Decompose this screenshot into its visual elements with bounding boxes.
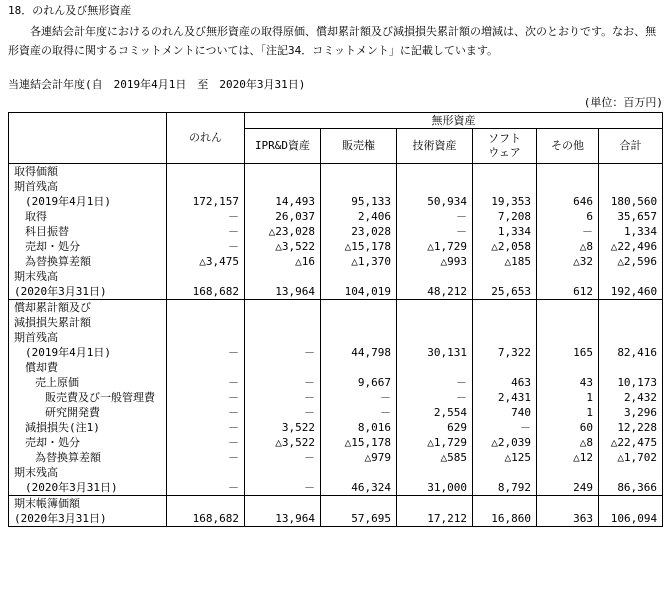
cell-value: 8,016 xyxy=(321,420,397,435)
cell-value: 13,964 xyxy=(245,511,321,527)
cell-value: 168,682 xyxy=(167,284,245,300)
cell-value xyxy=(245,360,321,375)
cell-value: － xyxy=(167,345,245,360)
cell-value xyxy=(599,164,663,180)
cell-value xyxy=(167,300,245,316)
cell-value: 740 xyxy=(473,405,537,420)
cell-value xyxy=(397,179,473,194)
cell-value xyxy=(473,300,537,316)
cell-value: 8,792 xyxy=(473,480,537,496)
row-label: 取得 xyxy=(9,209,167,224)
cell-value: － xyxy=(321,405,397,420)
row-label: 期首残高 xyxy=(9,179,167,194)
cell-value xyxy=(397,496,473,512)
cell-value: △8 xyxy=(537,239,599,254)
row-label: 償却累計額及び xyxy=(9,300,167,316)
cell-value: 57,695 xyxy=(321,511,397,527)
cell-value xyxy=(321,360,397,375)
cell-value xyxy=(167,164,245,180)
cell-value: － xyxy=(167,420,245,435)
table-row xyxy=(9,315,663,330)
cell-value: △3,475 xyxy=(167,254,245,269)
cell-value xyxy=(245,300,321,316)
cell-value xyxy=(537,315,599,330)
cell-value: 86,366 xyxy=(599,480,663,496)
cell-value: 646 xyxy=(537,194,599,209)
cell-value: 9,667 xyxy=(321,375,397,390)
cell-value xyxy=(397,360,473,375)
cell-value xyxy=(321,315,397,330)
cell-value: 2,432 xyxy=(599,390,663,405)
cell-value: － xyxy=(245,480,321,496)
table-row xyxy=(9,179,663,194)
cell-value: 2,554 xyxy=(397,405,473,420)
cell-value: △1,702 xyxy=(599,450,663,465)
cell-value: 31,000 xyxy=(397,480,473,496)
cell-value: △2,058 xyxy=(473,239,537,254)
cell-value: － xyxy=(397,224,473,239)
cell-value: － xyxy=(245,375,321,390)
table-row xyxy=(9,269,663,284)
cell-value: 172,157 xyxy=(167,194,245,209)
header-sales-rights: 販売権 xyxy=(321,129,397,164)
cell-value xyxy=(473,179,537,194)
cell-value xyxy=(321,300,397,316)
header-software: ソフト ウェア xyxy=(473,129,537,164)
cell-value xyxy=(245,330,321,345)
cell-value: △22,496 xyxy=(599,239,663,254)
cell-value xyxy=(599,300,663,316)
cell-value: △1,729 xyxy=(397,435,473,450)
cell-value: 168,682 xyxy=(167,511,245,527)
cell-value xyxy=(167,269,245,284)
cell-value: 106,094 xyxy=(599,511,663,527)
table-row xyxy=(9,194,663,209)
header-intangible-group: 無形資産 xyxy=(245,113,663,129)
cell-value: － xyxy=(167,209,245,224)
cell-value xyxy=(537,496,599,512)
cell-value xyxy=(473,496,537,512)
cell-value: 1 xyxy=(537,405,599,420)
table-row xyxy=(9,465,663,480)
row-label: (2020年3月31日) xyxy=(9,511,167,527)
cell-value xyxy=(537,164,599,180)
table-row xyxy=(9,496,663,512)
table-row xyxy=(9,450,663,465)
cell-value: 363 xyxy=(537,511,599,527)
cell-value: 25,653 xyxy=(473,284,537,300)
cell-value: － xyxy=(167,435,245,450)
cell-value: 35,657 xyxy=(599,209,663,224)
cell-value: 10,173 xyxy=(599,375,663,390)
cell-value: － xyxy=(245,405,321,420)
cell-value: 44,798 xyxy=(321,345,397,360)
cell-value xyxy=(321,465,397,480)
cell-value xyxy=(599,315,663,330)
cell-value: 23,028 xyxy=(321,224,397,239)
row-label: 科目振替 xyxy=(9,224,167,239)
cell-value xyxy=(167,330,245,345)
cell-value xyxy=(397,315,473,330)
cell-value xyxy=(397,269,473,284)
cell-value xyxy=(537,300,599,316)
cell-value xyxy=(397,300,473,316)
cell-value xyxy=(473,164,537,180)
cell-value xyxy=(473,360,537,375)
row-label: (2019年4月1日) xyxy=(9,194,167,209)
cell-value: － xyxy=(245,450,321,465)
row-label: 取得価額 xyxy=(9,164,167,180)
cell-value xyxy=(167,360,245,375)
cell-value: △23,028 xyxy=(245,224,321,239)
cell-value: － xyxy=(167,239,245,254)
cell-value xyxy=(167,315,245,330)
header-total: 合計 xyxy=(599,129,663,164)
cell-value: △15,178 xyxy=(321,435,397,450)
cell-value: 43 xyxy=(537,375,599,390)
table-row xyxy=(9,330,663,345)
table-row xyxy=(9,511,663,527)
cell-value: △22,475 xyxy=(599,435,663,450)
table-row xyxy=(9,480,663,496)
cell-value: △979 xyxy=(321,450,397,465)
intro-paragraph: 各連結会計年度におけるのれん及び無形資産の取得原価、償却累計額及び減損損失累計額の増減は、次のとおりです。なお、無形資産の取得に関するコミットメントについては、「注記34．コミットメント」に記載しています。 xyxy=(8,25,657,57)
row-label: (2020年3月31日) xyxy=(9,480,167,496)
cell-value xyxy=(537,269,599,284)
cell-value xyxy=(537,330,599,345)
cell-value xyxy=(537,465,599,480)
cell-value: △16 xyxy=(245,254,321,269)
cell-value: － xyxy=(167,480,245,496)
cell-value: － xyxy=(537,224,599,239)
table-row xyxy=(9,435,663,450)
cell-value xyxy=(599,496,663,512)
period-label: 当連結会計年度(自 2019年4月1日 至 2020年3月31日) xyxy=(8,78,306,91)
cell-value xyxy=(473,330,537,345)
cell-value xyxy=(599,269,663,284)
cell-value: △2,039 xyxy=(473,435,537,450)
cell-value: － xyxy=(245,390,321,405)
cell-value xyxy=(321,330,397,345)
header-technology-assets: 技術資産 xyxy=(397,129,473,164)
table-row xyxy=(9,390,663,405)
table-row xyxy=(9,360,663,375)
table-row xyxy=(9,164,663,180)
cell-value: 1,334 xyxy=(473,224,537,239)
cell-value xyxy=(397,330,473,345)
cell-value xyxy=(473,315,537,330)
cell-value: － xyxy=(167,450,245,465)
cell-value: △15,178 xyxy=(321,239,397,254)
row-label: 期末残高 xyxy=(9,465,167,480)
cell-value: △12 xyxy=(537,450,599,465)
cell-value: △8 xyxy=(537,435,599,450)
row-label: 減損損失(注1) xyxy=(9,420,167,435)
cell-value: 14,493 xyxy=(245,194,321,209)
table-row xyxy=(9,254,663,269)
cell-value xyxy=(473,465,537,480)
row-label: 売上原価 xyxy=(9,375,167,390)
cell-value xyxy=(167,496,245,512)
cell-value: － xyxy=(245,345,321,360)
cell-value: 16,860 xyxy=(473,511,537,527)
section-heading: 18．のれん及び無形資産 xyxy=(8,4,132,17)
cell-value: 6 xyxy=(537,209,599,224)
cell-value xyxy=(397,465,473,480)
table-row xyxy=(9,209,663,224)
cell-value: 3,522 xyxy=(245,420,321,435)
row-label: 期末残高 xyxy=(9,269,167,284)
cell-value: 19,353 xyxy=(473,194,537,209)
cell-value: △585 xyxy=(397,450,473,465)
cell-value: 50,934 xyxy=(397,194,473,209)
cell-value: 26,037 xyxy=(245,209,321,224)
header-other: その他 xyxy=(537,129,599,164)
row-label: 研究開発費 xyxy=(9,405,167,420)
cell-value: － xyxy=(397,390,473,405)
row-label: 減損損失累計額 xyxy=(9,315,167,330)
cell-value: － xyxy=(397,209,473,224)
table-row xyxy=(9,405,663,420)
table-row xyxy=(9,239,663,254)
cell-value: 629 xyxy=(397,420,473,435)
cell-value: － xyxy=(167,375,245,390)
cell-value xyxy=(537,360,599,375)
row-label: 期末帳簿価額 xyxy=(9,496,167,512)
cell-value xyxy=(245,315,321,330)
cell-value: 17,212 xyxy=(397,511,473,527)
cell-value xyxy=(245,164,321,180)
cell-value xyxy=(245,496,321,512)
table-row xyxy=(9,375,663,390)
cell-value: 2,431 xyxy=(473,390,537,405)
cell-value: 30,131 xyxy=(397,345,473,360)
cell-value xyxy=(599,360,663,375)
row-label: 償却費 xyxy=(9,360,167,375)
header-blank xyxy=(9,113,167,164)
goodwill-intangibles-table xyxy=(8,112,663,527)
cell-value xyxy=(167,179,245,194)
cell-value: － xyxy=(167,224,245,239)
table-row xyxy=(9,300,663,316)
cell-value xyxy=(321,496,397,512)
header-goodwill: のれん xyxy=(167,113,245,164)
cell-value xyxy=(473,269,537,284)
cell-value: 192,460 xyxy=(599,284,663,300)
table-row xyxy=(9,284,663,300)
cell-value xyxy=(599,465,663,480)
cell-value: △3,522 xyxy=(245,239,321,254)
cell-value: 2,406 xyxy=(321,209,397,224)
cell-value: － xyxy=(397,375,473,390)
row-label: 為替換算差額 xyxy=(9,254,167,269)
cell-value: △993 xyxy=(397,254,473,269)
cell-value xyxy=(167,465,245,480)
cell-value: － xyxy=(167,390,245,405)
cell-value: 3,296 xyxy=(599,405,663,420)
cell-value xyxy=(599,330,663,345)
cell-value: 60 xyxy=(537,420,599,435)
cell-value: △185 xyxy=(473,254,537,269)
cell-value: － xyxy=(321,390,397,405)
cell-value: △3,522 xyxy=(245,435,321,450)
cell-value: 95,133 xyxy=(321,194,397,209)
cell-value xyxy=(599,179,663,194)
cell-value xyxy=(245,465,321,480)
cell-value: 463 xyxy=(473,375,537,390)
cell-value xyxy=(321,269,397,284)
cell-value: 48,212 xyxy=(397,284,473,300)
cell-value: 612 xyxy=(537,284,599,300)
cell-value xyxy=(321,164,397,180)
cell-value: 13,964 xyxy=(245,284,321,300)
cell-value: △2,596 xyxy=(599,254,663,269)
table-row xyxy=(9,224,663,239)
table-row xyxy=(9,420,663,435)
cell-value xyxy=(537,179,599,194)
cell-value: － xyxy=(167,405,245,420)
cell-value: 7,208 xyxy=(473,209,537,224)
cell-value: △32 xyxy=(537,254,599,269)
cell-value: 1 xyxy=(537,390,599,405)
row-label: 売却・処分 xyxy=(9,239,167,254)
cell-value: 180,560 xyxy=(599,194,663,209)
cell-value: △1,370 xyxy=(321,254,397,269)
cell-value: 1,334 xyxy=(599,224,663,239)
row-label: 期首残高 xyxy=(9,330,167,345)
cell-value: △1,729 xyxy=(397,239,473,254)
cell-value xyxy=(397,164,473,180)
cell-value: 7,322 xyxy=(473,345,537,360)
cell-value: 104,019 xyxy=(321,284,397,300)
row-label: (2019年4月1日) xyxy=(9,345,167,360)
row-label: 販売費及び一般管理費 xyxy=(9,390,167,405)
cell-value: 12,228 xyxy=(599,420,663,435)
cell-value xyxy=(321,179,397,194)
cell-value: 82,416 xyxy=(599,345,663,360)
table-row xyxy=(9,345,663,360)
cell-value xyxy=(245,269,321,284)
cell-value: △125 xyxy=(473,450,537,465)
header-ipr-d-assets: IPR&D資産 xyxy=(245,129,321,164)
cell-value: 46,324 xyxy=(321,480,397,496)
row-label: 売却・処分 xyxy=(9,435,167,450)
cell-value: 249 xyxy=(537,480,599,496)
unit-label: (単位：百万円) xyxy=(583,96,663,109)
cell-value: － xyxy=(473,420,537,435)
cell-value xyxy=(245,179,321,194)
cell-value: 165 xyxy=(537,345,599,360)
row-label: 為替換算差額 xyxy=(9,450,167,465)
row-label: (2020年3月31日) xyxy=(9,284,167,300)
